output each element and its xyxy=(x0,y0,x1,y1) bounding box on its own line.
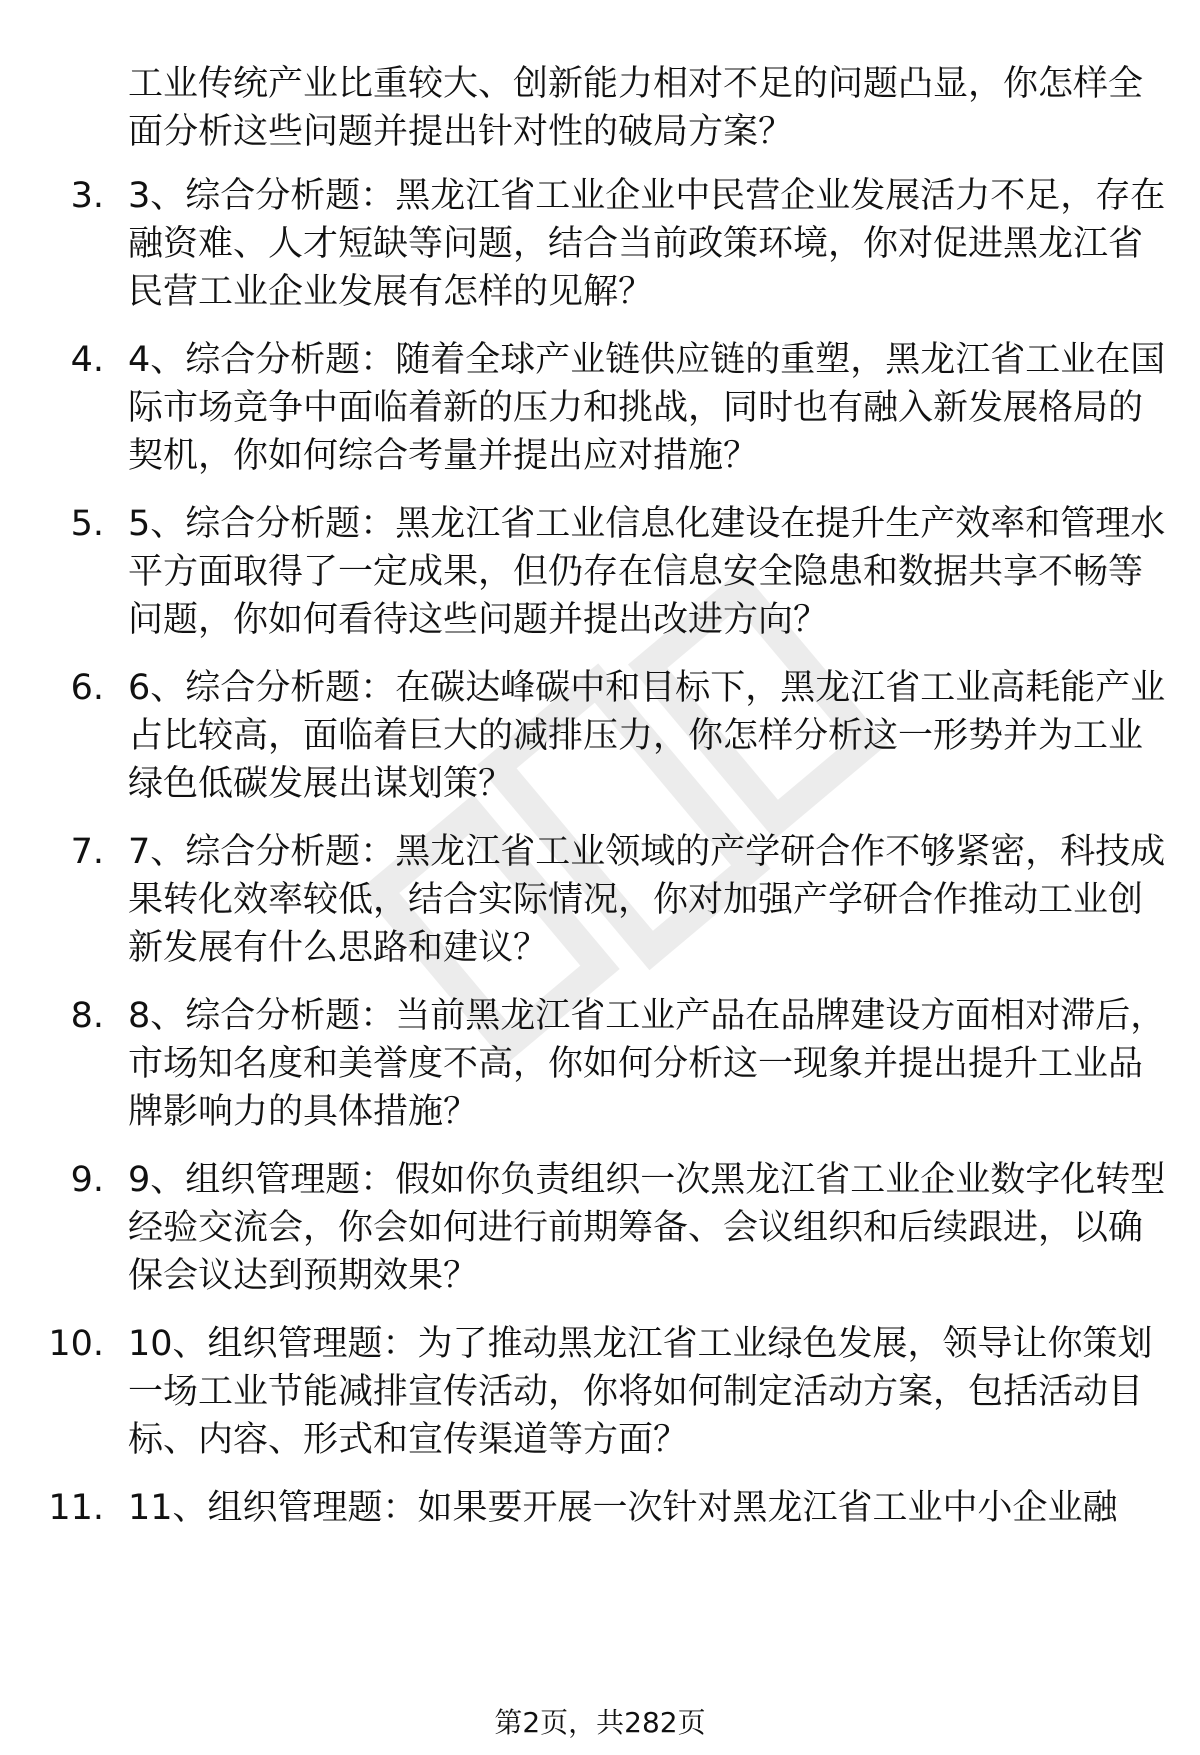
item-number: 3. xyxy=(70,176,104,216)
item-number: 11. xyxy=(48,1488,104,1528)
item-text: 3、综合分析题：黑龙江省工业企业中民营企业发展活力不足，存在融资难、人才短缺等问题，结合当前政策环境，你对促进黑龙江省民营工业企业发展有怎样的见解？ xyxy=(128,176,1166,312)
item-text: 5、综合分析题：黑龙江省工业信息化建设在提升生产效率和管理水平方面取得了一定成果，但仍存在信息安全隐患和数据共享不畅等问题，你如何看待这些问题并提出改进方向？ xyxy=(128,504,1166,640)
item-text: 7、综合分析题：黑龙江省工业领域的产学研合作不够紧密，科技成果转化效率较低，结合实际情况，你对加强产学研合作推动工业创新发展有什么思路和建议？ xyxy=(128,832,1166,968)
item-text: 10、组织管理题：为了推动黑龙江省工业绿色发展，领导让你策划一场工业节能减排宣传活动，你将如何制定活动方案，包括活动目标、内容、形式和宣传渠道等方面？ xyxy=(128,1324,1153,1460)
item-number: 5. xyxy=(70,504,104,544)
item-text: 4、综合分析题：随着全球产业链供应链的重塑，黑龙江省工业在国际市场竞争中面临着新的压力和挑战，同时也有融入新发展格局的契机，你如何综合考量并提出应对措施？ xyxy=(128,340,1166,476)
page-footer: 第2页，共282页 xyxy=(494,1706,706,1739)
continuation-paragraph: 工业传统产业比重较大、创新能力相对不足的问题凸显，你怎样全面分析这些问题并提出针对性的破局方案？ xyxy=(128,64,1144,152)
item-number: 7. xyxy=(70,832,104,872)
item-number: 6. xyxy=(70,668,104,708)
item-number: 4. xyxy=(70,340,104,380)
item-text: 11、组织管理题：如果要开展一次针对黑龙江省工业中小企业融 xyxy=(128,1488,1118,1528)
item-number: 9. xyxy=(70,1160,104,1200)
item-text: 6、综合分析题：在碳达峰碳中和目标下，黑龙江省工业高耗能产业占比较高，面临着巨大的减排压力，你怎样分析这一形势并为工业绿色低碳发展出谋划策？ xyxy=(128,668,1166,804)
item-number: 10. xyxy=(48,1324,104,1364)
item-number: 8. xyxy=(70,996,104,1036)
item-text: 8、综合分析题：当前黑龙江省工业产品在品牌建设方面相对滞后，市场知名度和美誉度不高，你如何分析这一现象并提出提升工业品牌影响力的具体措施？ xyxy=(128,996,1166,1132)
item-text: 9、组织管理题：假如你负责组织一次黑龙江省工业企业数字化转型经验交流会，你会如何进行前期筹备、会议组织和后续跟进，以确保会议达到预期效果？ xyxy=(128,1160,1166,1296)
